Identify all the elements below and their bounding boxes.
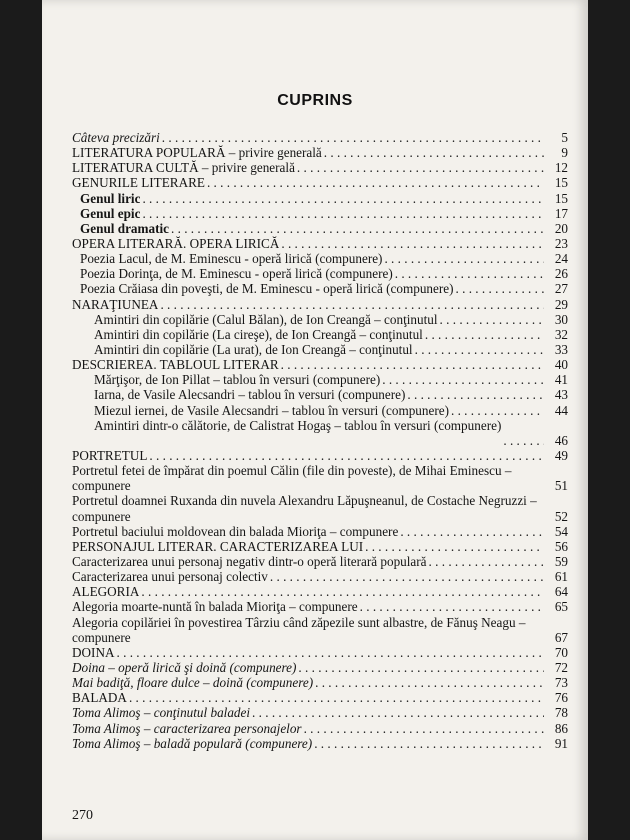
dot-leader [322, 145, 544, 160]
toc-entry-page: 59 [554, 553, 568, 569]
toc-entry-title: Miezul iernei, de Vasile Alecsandri – tablou în versuri (compunere) [94, 402, 449, 418]
toc-entry [72, 584, 568, 599]
dot-leader [115, 645, 545, 660]
toc-entry [72, 448, 568, 463]
toc-entry-title: Portretul fetei de împărat din poemul Călin (file din poveste), de Mihai Eminescu – compunere [72, 463, 512, 494]
toc-entry-page: 23 [554, 235, 568, 251]
toc-entry-title: Amintiri din copilărie (Calul Bălan), de Ion Creangă – conţinutul [94, 311, 438, 327]
toc-entry-title: Poezia Dorinţa, de M. Eminescu - operă lirică (compunere) [80, 266, 393, 282]
dot-leader [147, 448, 544, 463]
toc-entry-title: Portretul doamnei Ruxanda din nuvela Alexandru Lăpuşneanul, de Costache Negruzzi – compunere [72, 493, 537, 524]
toc-entry-title: Poezia Lacul, de M. Eminescu - operă lirică (compunere) [80, 251, 383, 267]
toc-entry [72, 463, 568, 493]
dot-leader [438, 312, 544, 327]
dot-leader [158, 297, 544, 312]
toc-entry-page: 20 [554, 220, 568, 236]
toc-entry-title: Genul dramatic [80, 220, 170, 236]
toc-entry-title: Caracterizarea unui personaj colectiv [72, 569, 268, 585]
toc-entry-title: Caracterizarea unui personaj negativ dintr-o operă literară populară [72, 553, 427, 569]
toc-entry-title: GENURILE LITERARE [72, 175, 205, 191]
toc-entry [72, 493, 568, 523]
toc-entry [72, 615, 568, 645]
toc-entry-title: NARAŢIUNEA [72, 296, 159, 312]
toc-entry [72, 372, 568, 387]
toc-entry-page: 65 [554, 599, 568, 615]
dot-leader [427, 554, 544, 569]
dot-leader [454, 281, 544, 296]
toc-entry [72, 599, 568, 614]
dot-leader [295, 160, 544, 175]
toc-entry-page: 12 [554, 160, 568, 176]
dot-leader [268, 569, 544, 584]
toc-entry-title: Amintiri dintr-o călătorie, de Calistrat Hogaş – tablou în versuri (compunere) [94, 417, 502, 433]
toc-entry [72, 160, 568, 175]
toc-entry-title: Genul epic [80, 205, 141, 221]
dot-leader [312, 736, 544, 751]
toc-entry [72, 297, 568, 312]
toc-entry-title: Amintiri din copilărie (La cireşe), de Ion Creangă – conţinutul [94, 326, 423, 342]
toc-entry-page: 41 [554, 372, 568, 388]
toc-entry-page: 46 [554, 432, 568, 448]
toc-entry-title: Toma Alimoş – caracterizarea personajelor [72, 720, 302, 736]
toc-entry [72, 524, 568, 539]
toc-entry [72, 736, 568, 751]
toc-entry [72, 312, 568, 327]
toc-entry [72, 569, 568, 584]
dot-leader [279, 236, 544, 251]
toc-entry-page: 86 [554, 720, 568, 736]
dot-leader [313, 675, 544, 690]
toc-entry-page: 5 [561, 129, 568, 145]
dot-leader [127, 690, 544, 705]
toc-entry-title: DOINA [72, 644, 115, 660]
toc-entry-page: 61 [554, 569, 568, 585]
toc-entry-title: Doina – operă lirică şi doină (compunere) [72, 659, 297, 675]
dot-leader [405, 387, 544, 402]
book-page [42, 0, 588, 840]
toc-entry-page: 29 [554, 296, 568, 312]
toc-entry-title: Câteva precizări [72, 130, 160, 145]
toc-entry-page: 78 [554, 705, 568, 721]
dot-leader [358, 599, 544, 614]
toc-entry [72, 221, 568, 236]
toc-entry [72, 145, 568, 160]
dot-leader [413, 342, 544, 357]
toc-entry [72, 191, 568, 206]
table-of-contents [72, 130, 568, 751]
toc-entry-page: 67 [554, 629, 568, 645]
toc-entry [72, 236, 568, 251]
toc-entry [72, 281, 568, 296]
toc-entry-title: Alegoria moarte-nuntă în balada Mioriţa – compunere [72, 599, 358, 615]
dot-leader [302, 721, 544, 736]
toc-entry-page: 44 [554, 402, 568, 418]
toc-entry-page: 73 [554, 675, 568, 691]
toc-entry-page: 15 [554, 175, 568, 191]
toc-entry-title: Poezia Crăiasa din poveşti, de M. Eminescu - operă lirică (compunere) [80, 281, 454, 297]
toc-entry-title: LITERATURA POPULARĂ – privire generală [72, 145, 322, 161]
toc-entry [72, 554, 568, 569]
toc-entry [72, 645, 568, 660]
dot-leader [250, 705, 544, 720]
toc-entry-page: 27 [554, 281, 568, 297]
toc-entry [72, 721, 568, 736]
dot-leader [382, 251, 544, 266]
toc-entry-page: 24 [554, 251, 568, 267]
dot-leader [393, 266, 544, 281]
toc-entry-page: 76 [554, 690, 568, 706]
dot-leader [139, 584, 544, 599]
toc-entry-page: 52 [554, 508, 568, 524]
toc-entry-page: 15 [554, 190, 568, 206]
toc-entry [72, 206, 568, 221]
toc-entry-title: BALADA [72, 690, 127, 706]
toc-entry-title: LITERATURA CULTĂ – privire generală [72, 160, 295, 176]
toc-entry [72, 327, 568, 342]
toc-entry-page: 91 [554, 735, 568, 751]
toc-entry [72, 266, 568, 281]
toc-entry-page: 70 [554, 644, 568, 660]
toc-entry-title: PORTRETUL [72, 447, 148, 463]
toc-entry-page: 30 [554, 311, 568, 327]
dot-leader [398, 524, 544, 539]
toc-entry-page: 51 [554, 478, 568, 494]
toc-entry [72, 660, 568, 675]
toc-entry-page: 54 [554, 523, 568, 539]
dot-leader [449, 403, 544, 418]
dot-leader [279, 357, 544, 372]
toc-entry-page: 56 [554, 538, 568, 554]
toc-entry-page: 26 [554, 266, 568, 282]
toc-entry [72, 130, 568, 145]
toc-entry-title: Mai badiţă, floare dulce – doină (compunere) [72, 675, 314, 691]
toc-entry [72, 675, 568, 690]
dot-leader [140, 206, 544, 221]
toc-entry-page: 32 [554, 326, 568, 342]
toc-entry-title: PERSONAJUL LITERAR. CARACTERIZAREA LUI [72, 538, 364, 554]
toc-entry [72, 690, 568, 705]
toc-entry [72, 251, 568, 266]
toc-entry [72, 357, 568, 372]
dot-leader [160, 130, 544, 145]
dot-leader [501, 418, 544, 448]
toc-entry-page: 64 [554, 584, 568, 600]
toc-entry [72, 175, 568, 190]
toc-entry-title: Iarna, de Vasile Alecsandri – tablou în versuri (compunere) [94, 387, 406, 403]
toc-entry-page: 40 [554, 357, 568, 373]
toc-entry-title: Amintiri din copilărie (La urat), de Ion Creangă – conţinutul [94, 341, 413, 357]
dot-leader [380, 372, 544, 387]
watermark-logo [292, 392, 422, 423]
toc-entry-title: Genul liric [80, 190, 141, 206]
page-number: 270 [72, 808, 93, 823]
toc-entry [72, 705, 568, 720]
toc-entry-page: 17 [554, 205, 568, 221]
toc-entry-page: 72 [554, 659, 568, 675]
toc-entry-page: 9 [561, 145, 568, 161]
toc-entry [72, 342, 568, 357]
toc-entry-title: Mărţişor, de Ion Pillat – tablou în versuri (compunere) [94, 372, 381, 388]
toc-entry-page: 49 [554, 447, 568, 463]
toc-entry-title: Alegoria copilăriei în povestirea Târziu când zăpezile sunt albastre, de Fănuş Neagu – compunere [72, 614, 526, 645]
toc-entry [72, 539, 568, 554]
toc-entry-page: 33 [554, 341, 568, 357]
toc-entry-title: Portretul baciului moldovean din balada Mioriţa – compunere [72, 523, 399, 539]
toc-entry-title: Toma Alimoş – baladă populară (compunere) [72, 735, 313, 751]
dot-leader [140, 191, 544, 206]
dot-leader [169, 221, 544, 236]
dot-leader [363, 539, 544, 554]
dot-leader [296, 660, 544, 675]
toc-entry-title: OPERA LITERARĂ. OPERA LIRICĂ [72, 235, 280, 251]
toc-entry-title: ALEGORIA [72, 584, 140, 600]
toc-entry-title: DESCRIEREA. TABLOUL LITERAR [72, 357, 279, 373]
dot-leader [205, 175, 544, 190]
toc-entry-page: 43 [554, 387, 568, 403]
toc-entry-title: Toma Alimoş – conţinutul baladei [72, 705, 251, 721]
page-title: CUPRINS [277, 92, 353, 109]
dot-leader [423, 327, 544, 342]
